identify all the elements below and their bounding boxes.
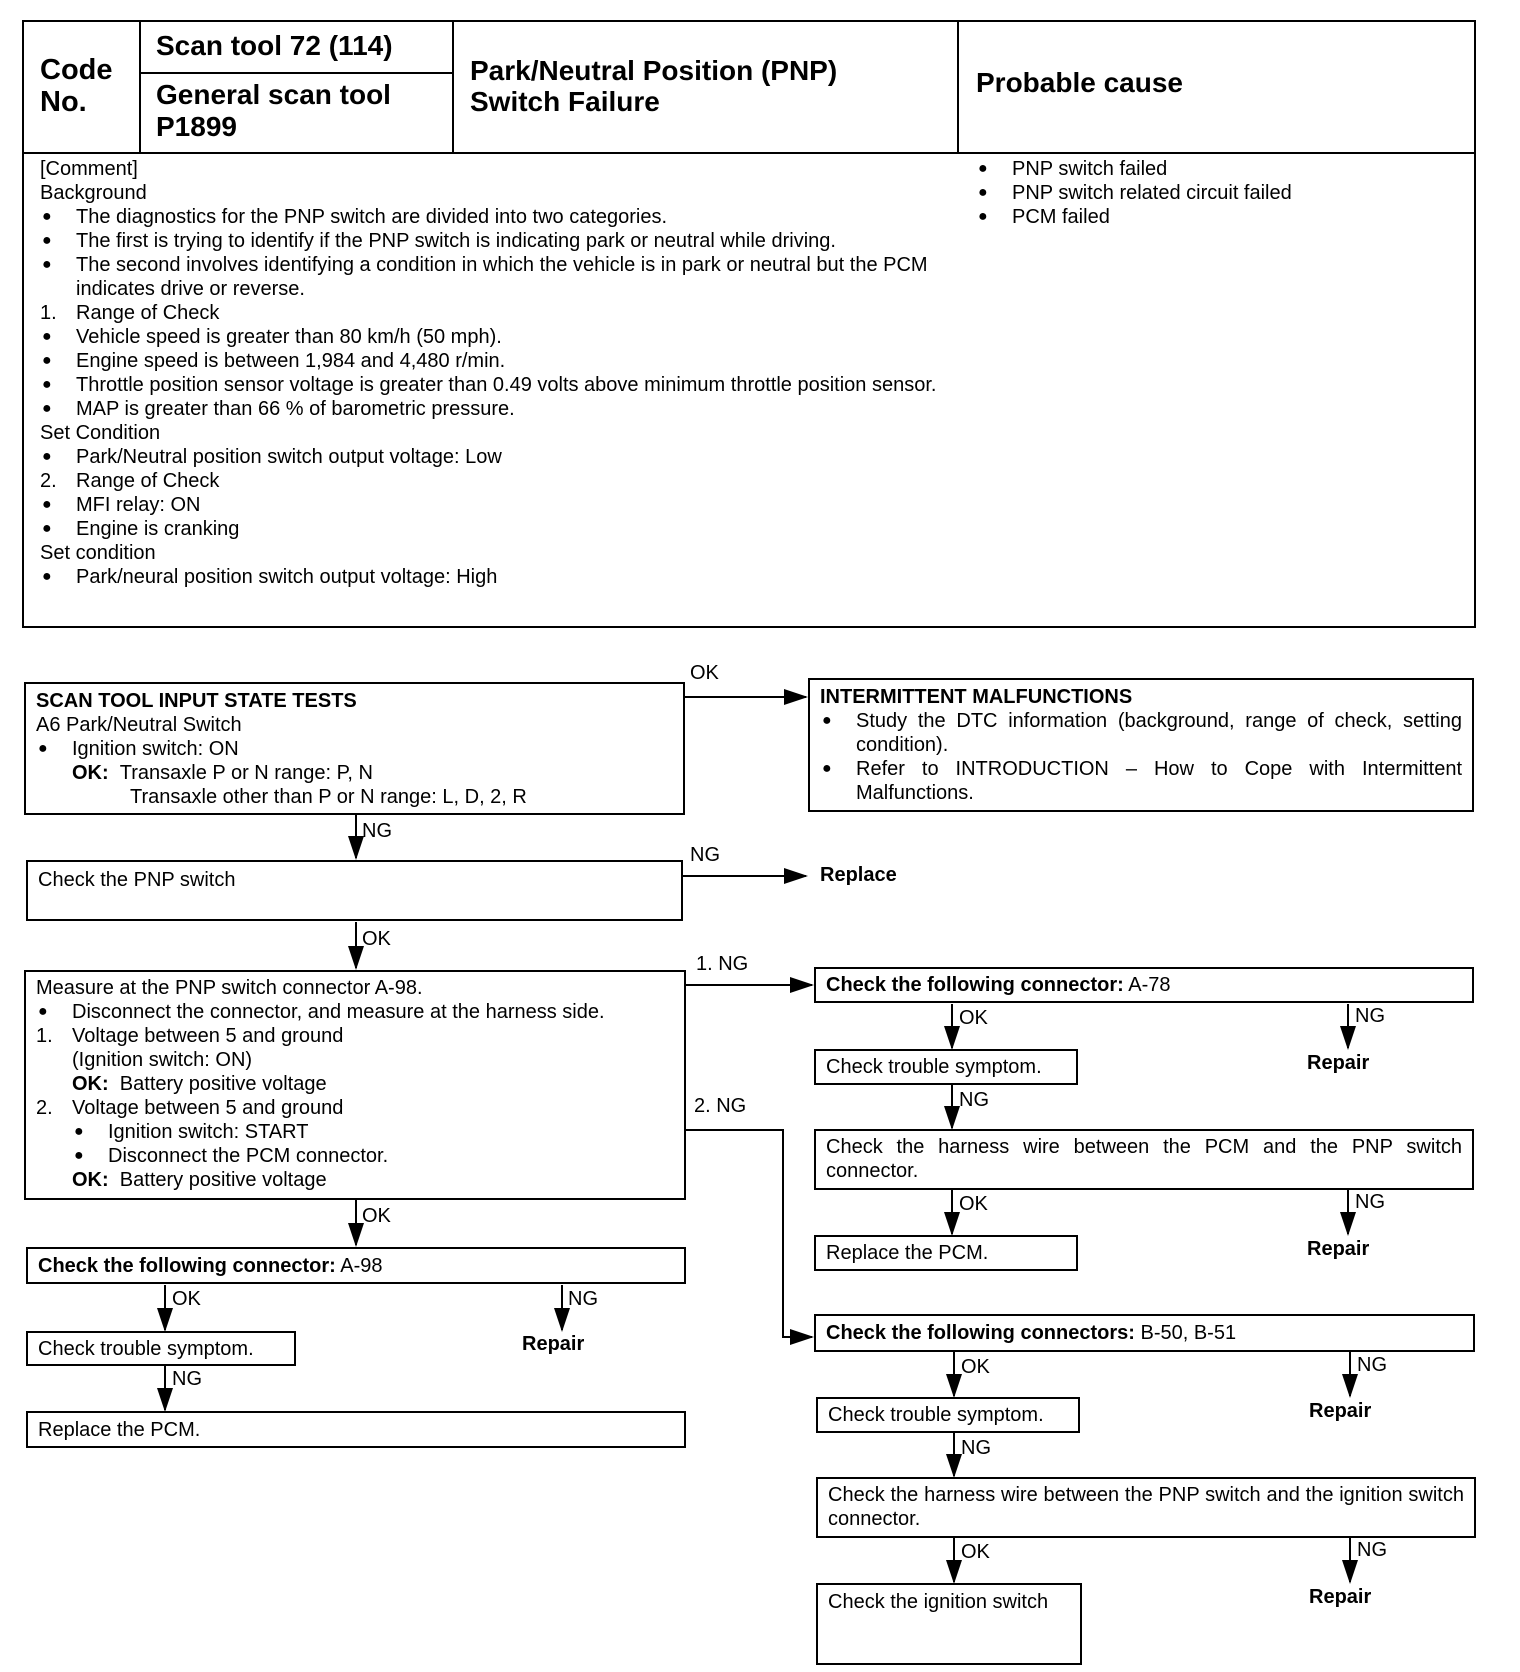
scan-tool-code: Scan tool 72 (114) [156,30,393,61]
comment-bullet-text: The second involves identifying a condition in which the vehicle is in park or neutral but the PCM indicates drive or reverse. [76,254,928,300]
ng-label-trouble-to-replace: NG [172,1368,202,1390]
scan-test-ok-line1: Transaxle P or N range: P, N [119,762,373,784]
ng-label-b-to-repair: NG [1357,1354,1387,1376]
harness-pnp-ignition-box [816,1477,1476,1538]
comment-number-marker: 1. [40,302,57,324]
ok-label-harness-to-ignition: OK [961,1541,990,1563]
bullet-dot: ● [42,448,52,465]
replace-result: Replace [820,864,897,886]
scan-test-ok-line2: Transaxle other than P or N range: L, D, 2, R [130,786,527,808]
comment-bullet-text: Engine is cranking [76,518,240,540]
connectors-b-value: B-50, B-51 [1140,1322,1237,1344]
probable-cause-item: ● PNP switch failed [976,157,1456,181]
comment-bullet-text: Throttle position sensor voltage is greater than 0.49 volts above minimum throttle position sensor. [76,374,937,396]
connector-a98-value: A-98 [340,1255,383,1277]
measure-ok-label-2: OK: [72,1169,109,1191]
check-trouble-symptom-box-b [816,1397,1080,1433]
measure-title: Measure at the PNP switch connector A-98. [36,977,423,999]
check-pnp-switch-text: Check the PNP switch [38,869,236,891]
check-trouble-symptom-box-left [26,1331,296,1366]
intermittent-bullet-1: ● Study the DTC information (background, range of check, setting condition). [820,709,1462,757]
intermittent-bullet-2: ● Refer to INTRODUCTION – How to Cope with Intermittent Malfunctions. [820,757,1462,805]
comment-bullet-text: Engine speed is between 1,984 and 4,480 r/min. [76,350,506,372]
ok-label-scan-to-intermittent: OK [690,662,719,684]
scan-tool-input-state-tests-box [24,682,685,815]
measure-ok-label-1: OK: [72,1073,109,1095]
comment-numbered-text: Range of Check [76,302,220,324]
measure-item-1: Voltage between 5 and ground [72,1025,344,1047]
ok-label-a98-to-trouble: OK [172,1288,201,1310]
measure-item-2-bullet-2: ● Disconnect the PCM connector. [72,1144,674,1168]
scan-test-ok-label: OK: [72,762,109,784]
ok-label-check-to-measure: OK [362,928,391,950]
harness-pcm-pnp-box [814,1129,1474,1190]
bullet-dot: ● [42,328,52,345]
ok-label-b-to-trouble: OK [961,1356,990,1378]
intermittent-malfunctions-box [808,678,1474,812]
measure-ok-value-2: Battery positive voltage [119,1169,327,1191]
intermittent-title: INTERMITTENT MALFUNCTIONS [820,686,1133,708]
harness-pnp-ignition-text: Check the harness wire between the PNP switch and the ignition switch connector. [828,1484,1464,1530]
comment-numbered-text: Range of Check [76,470,220,492]
bullet-dot: ● [42,376,52,393]
bullet-dot: ● [42,208,52,225]
ng-label-check-to-replace: NG [690,844,720,866]
bullet-dot: ● [42,496,52,513]
comment-heading: Background [40,182,147,204]
comment-bullet-text: Park/neural position switch output voltage: High [76,566,498,588]
scan-test-title: SCAN TOOL INPUT STATE TESTS [36,690,357,712]
check-connector-a98-box [26,1247,686,1284]
bullet-dot: ● [42,400,52,417]
replace-pcm-box-right [814,1235,1078,1271]
measure-item-1-sub: (Ignition switch: ON) [72,1049,253,1071]
comment-bullet-text: MFI relay: ON [76,494,201,516]
check-connector-a78-box [814,967,1474,1003]
check-trouble-symptom-box-a78 [814,1049,1078,1085]
bullet-dot: ● [42,568,52,585]
harness-pcm-pnp-text: Check the harness wire between the PCM and the PNP switch connector. [826,1136,1462,1182]
ok-label-measure-to-a98: OK [362,1205,391,1227]
ok-label-a78-to-trouble: OK [959,1007,988,1029]
comment-heading: Set condition [40,542,156,564]
probable-cause-heading: Probable cause [976,67,1183,98]
code-no-label: Code No. [40,54,113,118]
measure-ok-value-1: Battery positive voltage [119,1073,327,1095]
connector-a78-value: A-78 [1128,974,1171,996]
bullet-dot: ● [42,256,52,273]
check-ignition-switch-box [816,1583,1082,1665]
ng-label-a78-trouble-to-harness: NG [959,1089,989,1111]
bullet-dot: ● [42,520,52,537]
comment-bullet-text: The diagnostics for the PNP switch are divided into two categories. [76,206,668,228]
check-connectors-b50-b51-box [814,1314,1475,1352]
check-trouble-symptom-left-text: Check trouble symptom. [38,1338,254,1360]
measure-item-2: Voltage between 5 and ground [72,1097,344,1119]
measure-marker-2: 2. [36,1097,53,1119]
check-trouble-symptom-a78-text: Check trouble symptom. [826,1056,1042,1078]
check-ignition-switch-text: Check the ignition switch [828,1591,1049,1613]
comment-bullet-text: Park/Neutral position switch output voltage: Low [76,446,502,468]
ng-label-a98-to-repair: NG [568,1288,598,1310]
probable-cause-item: ● PCM failed [976,205,1456,229]
repair-result-a78: Repair [1307,1052,1370,1074]
check-trouble-symptom-b-text: Check trouble symptom. [828,1404,1044,1426]
replace-pcm-right-text: Replace the PCM. [826,1242,989,1264]
repair-result-harness-pcm: Repair [1307,1238,1370,1260]
ng1-label-measure-to-a78: 1. NG [696,953,749,975]
comment-number-marker: 2. [40,470,57,492]
ng-label-harness-ign-to-repair: NG [1357,1539,1387,1561]
repair-result-b: Repair [1309,1400,1372,1422]
connectors-b-label: Check the following connectors: [826,1322,1135,1344]
ng2-label-measure-to-b: 2. NG [694,1095,747,1117]
ok-label-harness-to-replace: OK [959,1193,988,1215]
replace-pcm-box-left [26,1411,686,1448]
measure-pnp-connector-box [24,970,686,1200]
check-pnp-switch-box [26,860,683,921]
repair-result-harness-ignition: Repair [1309,1586,1372,1608]
comment-bullet-text: MAP is greater than 66 % of barometric pressure. [76,398,515,420]
ng-label-scan-to-check: NG [362,820,392,842]
comment-heading: Set Condition [40,422,161,444]
scan-test-line1: A6 Park/Neutral Switch [36,714,242,736]
repair-result-left: Repair [522,1333,585,1355]
connector-a98-label: Check the following connector: [38,1255,336,1277]
bullet-dot: ● [42,232,52,249]
comment-bullet-text: The first is trying to identify if the PNP switch is indicating park or neutral while driving. [76,230,836,252]
scan-test-bullet: ● Ignition switch: ON [36,737,673,761]
probable-cause-item: ● PNP switch related circuit failed [976,181,1456,205]
replace-pcm-left-text: Replace the PCM. [38,1419,201,1441]
dtc-title: Park/Neutral Position (PNP) Switch Failure [470,55,838,117]
comment-heading: [Comment] [40,158,138,180]
ng-label-a78-to-repair: NG [1355,1005,1385,1027]
measure-marker-1: 1. [36,1025,53,1047]
ng-label-b-trouble-to-harness: NG [961,1437,991,1459]
comment-bullet-text: Vehicle speed is greater than 80 km/h (50 mph). [76,326,502,348]
measure-bullet: ● Disconnect the connector, and measure at the harness side. [36,1000,674,1024]
bullet-dot: ● [42,352,52,369]
general-scan-tool-code: General scan tool P1899 [156,79,391,142]
connector-a78-label: Check the following connector: [826,974,1124,996]
measure-item-2-bullet-1: ● Ignition switch: START [72,1120,674,1144]
ng-label-harness-to-repair: NG [1355,1191,1385,1213]
